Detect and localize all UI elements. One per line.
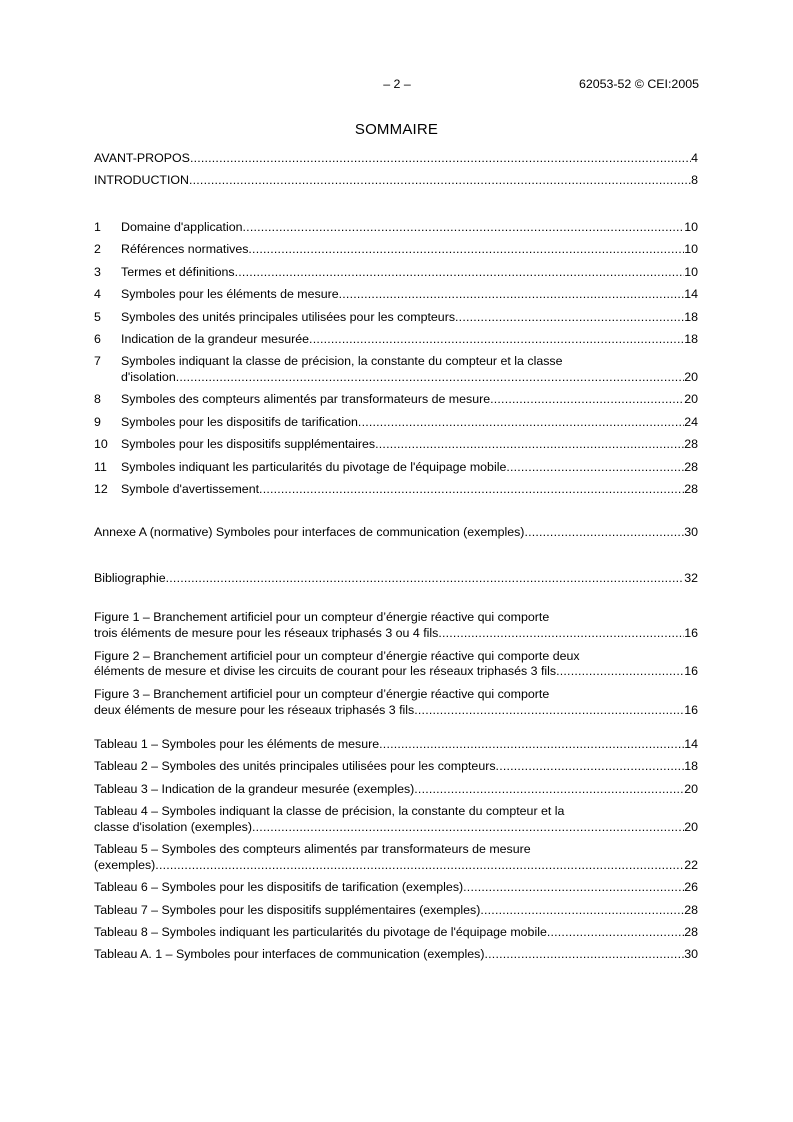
toc-clause-number: 9	[94, 414, 101, 429]
toc-entry-text: Tableau 4 – Symboles indiquant la classe de précision, la constante du compteur et la	[94, 804, 565, 819]
toc-clause-number: 8	[94, 392, 101, 407]
toc-entry-page: 10	[684, 220, 698, 234]
toc-entry-page: 4	[691, 151, 698, 165]
toc-figure[interactable]	[94, 610, 698, 641]
toc-entry-text: Symbole d'avertissement	[121, 481, 260, 496]
toc-clause-number: 7	[94, 354, 101, 369]
toc-clause-number: 5	[94, 309, 101, 324]
toc-entry-page: 16	[684, 702, 698, 717]
document-reference: 62053-52 © CEI:2005	[578, 77, 699, 91]
toc-clause-number: 1	[94, 220, 101, 234]
toc-entry-page: 28	[684, 481, 698, 496]
toc-entry-text: Symboles des compteurs alimentés par transformateurs de mesure	[121, 392, 491, 407]
toc-entry-page: 30	[684, 525, 698, 539]
toc-clause-number: 3	[94, 264, 101, 279]
toc-clause[interactable]	[94, 242, 698, 258]
toc-entry-text: Symboles pour les dispositifs supplémentaires	[121, 437, 376, 452]
toc-entry-page: 16	[684, 625, 698, 640]
toc-figures	[94, 610, 698, 719]
toc-front-matter	[94, 151, 698, 189]
toc-clause[interactable]	[94, 460, 698, 476]
toc-entry-text: Termes et définitions	[121, 264, 235, 279]
toc-entry-text: Tableau 3 – Indication de la grandeur mesurée (exemples)	[94, 781, 415, 796]
toc-entry-bibliography[interactable]	[94, 571, 698, 587]
toc-entry-page: 18	[684, 331, 698, 346]
toc-entry-page: 10	[684, 264, 698, 279]
toc-entry-text-continued: d'isolation	[121, 369, 176, 384]
toc-clause-number: 12	[94, 481, 108, 496]
toc-figure[interactable]	[94, 687, 698, 718]
toc-entry-text-continued: classe d'isolation (exemples)	[94, 819, 253, 834]
toc-table[interactable]	[94, 759, 698, 775]
toc-entry-page: 10	[684, 242, 698, 257]
toc-clause-number: 10	[94, 437, 108, 452]
toc-entry-page: 18	[684, 309, 698, 324]
toc-entry-page: 28	[684, 459, 698, 474]
toc-entry-text: Tableau 7 – Symboles pour les dispositifs supplémentaires (exemples)	[94, 902, 481, 917]
toc-entry-text: AVANT-PROPOS	[94, 151, 190, 165]
toc-entry-page: 28	[684, 902, 698, 917]
toc-clause[interactable]	[94, 482, 698, 498]
toc-entry-page: 20	[684, 392, 698, 407]
toc-entry-text-continued: (exemples)	[94, 857, 156, 872]
page-number: – 2 –	[383, 77, 411, 91]
toc-entry-annex-a[interactable]	[94, 525, 698, 541]
toc-bibliography	[94, 571, 698, 587]
toc-entry-text: Annexe A (normative) Symboles pour interfaces de communication (exemples)	[94, 525, 525, 539]
toc-entry-page: 16	[684, 664, 698, 679]
toc-clause-number: 2	[94, 242, 101, 257]
toc-clause[interactable]	[94, 437, 698, 453]
toc-table[interactable]	[94, 737, 698, 753]
toc-entry-text-continued: trois éléments de mesure pour les réseaux triphasés 3 ou 4 fils	[94, 625, 439, 640]
toc-entry-introduction[interactable]	[94, 173, 698, 189]
toc-entry-text: Figure 1 – Branchement artificiel pour un compteur d’énergie réactive qui comporte	[94, 610, 550, 624]
toc-clause[interactable]	[94, 220, 698, 236]
toc-entry-page: 24	[684, 414, 698, 429]
toc-entry-text: Indication de la grandeur mesurée	[121, 331, 310, 346]
toc-entry-page: 20	[684, 369, 698, 384]
toc-table[interactable]	[94, 947, 698, 963]
toc-clause-number: 4	[94, 287, 101, 302]
toc-entry-text-continued: deux éléments de mesure pour les réseaux triphasés 3 fils	[94, 702, 415, 717]
toc-clause-number: 11	[94, 459, 107, 474]
toc-annex	[94, 525, 698, 541]
toc-entry-text: Tableau 5 – Symboles des compteurs alimentés par transformateurs de mesure	[94, 842, 531, 857]
toc-clause[interactable]	[94, 310, 698, 326]
toc-table[interactable]	[94, 842, 698, 873]
toc-entry-page: 26	[684, 880, 698, 895]
toc-entry-text: Figure 3 – Branchement artificiel pour un compteur d’énergie réactive qui comporte	[94, 687, 550, 702]
toc-entry-text: Bibliographie	[94, 571, 166, 585]
toc-clause-number: 6	[94, 331, 101, 346]
toc-entry-text: Tableau A. 1 – Symboles pour interfaces de communication (exemples)	[94, 947, 485, 962]
toc-entry-page: 32	[684, 571, 698, 585]
toc-entry-page: 28	[684, 437, 698, 452]
toc-entry-text: Symboles des unités principales utilisées pour les compteurs	[121, 309, 456, 324]
toc-tables	[94, 737, 698, 963]
toc-entry-page: 30	[684, 947, 698, 962]
toc-entry-page: 18	[684, 759, 698, 774]
toc-table[interactable]	[94, 880, 698, 896]
toc-entry-text: Symboles indiquant la classe de précision, la constante du compteur et la classe	[121, 354, 563, 369]
toc-clauses	[94, 220, 698, 497]
toc-table[interactable]	[94, 903, 698, 919]
toc-entry-page: 8	[691, 173, 698, 188]
toc-entry-avant-propos[interactable]	[94, 151, 698, 167]
toc-clause[interactable]	[94, 265, 698, 281]
toc-title: SOMMAIRE	[354, 121, 439, 138]
toc-entry-page: 14	[684, 287, 698, 302]
toc-entry-text: Tableau 2 – Symboles des unités principales utilisées pour les compteurs	[94, 759, 496, 774]
toc-clause[interactable]	[94, 392, 698, 408]
toc-entry-text: Références normatives	[121, 242, 249, 257]
toc-clause[interactable]	[94, 415, 698, 431]
toc-entry-text: Tableau 6 – Symboles pour les dispositifs de tarification (exemples)	[94, 880, 464, 895]
toc-clause[interactable]	[94, 332, 698, 348]
toc-entry-text: Tableau 8 – Symboles indiquant les particularités du pivotage de l'équipage mobile	[94, 924, 547, 939]
toc-entry-text: Tableau 1 – Symboles pour les éléments de mesure	[94, 737, 380, 751]
toc-entry-text: Domaine d'application	[121, 220, 243, 234]
toc-table[interactable]	[94, 782, 698, 798]
toc-entry-text-continued: éléments de mesure et divise les circuits de courant pour les réseaux triphasés 3 fils	[94, 664, 557, 679]
toc-entry-page: 28	[684, 924, 698, 939]
toc-clause[interactable]	[94, 287, 698, 303]
toc-entry-text: Symboles pour les éléments de mesure	[121, 287, 339, 302]
toc-entry-text: INTRODUCTION	[94, 173, 189, 188]
toc-entry-page: 20	[684, 819, 698, 834]
toc-entry-page: 14	[684, 737, 698, 751]
toc-entry-text: Figure 2 – Branchement artificiel pour un compteur d’énergie réactive qui comporte deux	[94, 648, 580, 663]
toc-table[interactable]	[94, 925, 698, 941]
toc-entry-text: Symboles pour les dispositifs de tarification	[121, 414, 358, 429]
toc-table[interactable]	[94, 804, 698, 835]
toc-clause[interactable]	[94, 354, 698, 385]
toc-entry-page: 20	[684, 781, 698, 796]
toc-entry-page: 22	[684, 857, 698, 872]
toc-figure[interactable]	[94, 649, 698, 680]
toc-entry-text: Symboles indiquant les particularités du pivotage de l'équipage mobile	[121, 459, 507, 474]
